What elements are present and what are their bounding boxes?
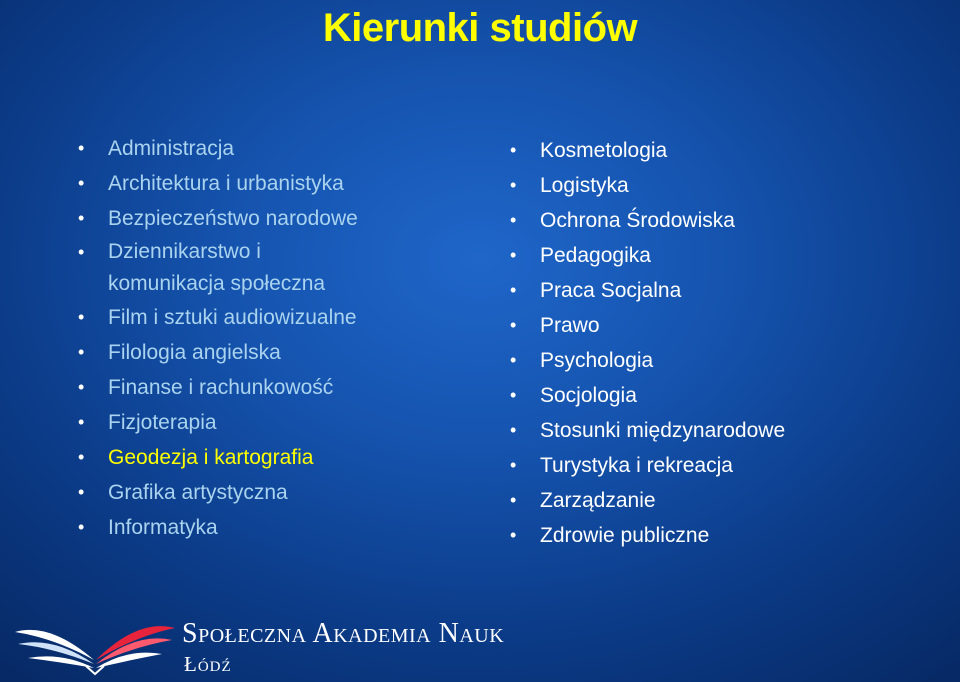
slide-title: Kierunki studiów (322, 6, 638, 50)
list-item: • Architektura i urbanistyka (78, 166, 358, 201)
list-item-highlighted: • Geodezja i kartografia (78, 440, 358, 475)
footer (0, 600, 960, 682)
list-item: • Filologia angielska (78, 335, 358, 370)
list-item: • Dziennikarstwo i komunikacja społeczna (78, 236, 358, 300)
list-item: • Psychologia (510, 343, 785, 378)
list-item: • Administracja (78, 131, 358, 166)
list-item: • Stosunki międzynarodowe (510, 413, 785, 448)
book-logo-icon (10, 608, 180, 678)
list-item: • Praca Socjalna (510, 273, 785, 308)
list-item: • Bezpieczeństwo narodowe (78, 201, 358, 236)
list-item: • Turystyka i rekreacja (510, 448, 785, 483)
list-item: • Pedagogika (510, 238, 785, 273)
list-item: • Kosmetologia (510, 133, 785, 168)
list-item: • Zdrowie publiczne (510, 518, 785, 553)
list-item: • Zarządzanie (510, 483, 785, 518)
list-item: • Prawo (510, 308, 785, 343)
list-item: • Informatyka (78, 510, 358, 545)
brand-city: Łódź (184, 652, 232, 676)
list-item: • Film i sztuki audiowizualne (78, 300, 358, 335)
list-item: • Logistyka (510, 168, 785, 203)
list-item: • Finanse i rachunkowość (78, 370, 358, 405)
right-course-list (510, 133, 785, 553)
left-course-list (78, 131, 358, 545)
brand-name: Społeczna Akademia Nauk (182, 618, 505, 649)
list-item: • Fizjoterapia (78, 405, 358, 440)
list-item: • Grafika artystyczna (78, 475, 358, 510)
list-item: • Ochrona Środowiska (510, 203, 785, 238)
list-item: • Socjologia (510, 378, 785, 413)
